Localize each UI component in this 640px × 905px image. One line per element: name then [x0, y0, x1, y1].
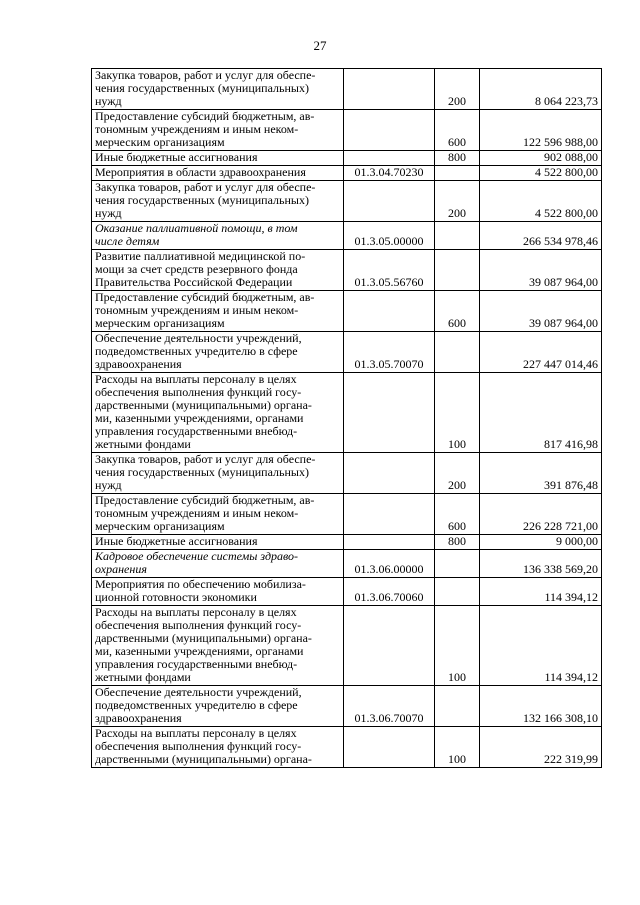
table-row: [92, 110, 602, 151]
row-amount: 222 319,99: [480, 727, 602, 768]
row-code: [344, 453, 435, 494]
row-name: Закупка товаров, работ и услуг для обеспе- чения государственных (муниципальных) нужд: [92, 453, 344, 494]
row-amount: 391 876,48: [480, 453, 602, 494]
page-number: 27: [313, 38, 327, 53]
budget-table-body: [92, 69, 602, 768]
row-name: Предоставление субсидий бюджетным, ав- тономным учреждениям и иным неком- мерческим организациям: [92, 110, 344, 151]
row-code: [344, 606, 435, 686]
row-expense-type: 100: [435, 373, 480, 453]
row-name: Предоставление субсидий бюджетным, ав- тономным учреждениям и иным неком- мерческим организациям: [92, 291, 344, 332]
table-row: [92, 578, 602, 606]
row-expense-type: [435, 550, 480, 578]
table-row: [92, 222, 602, 250]
row-name: Развитие паллиативной медицинской по- мощи за счет средств резервного фонда Правительства Российской Федерации: [92, 250, 344, 291]
row-name: Иные бюджетные ассигнования: [92, 535, 344, 550]
row-amount: 4 522 800,00: [480, 166, 602, 181]
table-row: [92, 291, 602, 332]
row-amount: 132 166 308,10: [480, 686, 602, 727]
row-name: Закупка товаров, работ и услуг для обеспе- чения государственных (муниципальных) нужд: [92, 181, 344, 222]
row-name: Мероприятия по обеспечению мобилиза- ционной готовности экономики: [92, 578, 344, 606]
row-code: 01.3.06.00000: [344, 550, 435, 578]
budget-table: [91, 68, 602, 768]
row-code: [344, 151, 435, 166]
row-expense-type: 200: [435, 69, 480, 110]
row-code: 01.3.05.70070: [344, 332, 435, 373]
row-amount: 9 000,00: [480, 535, 602, 550]
row-code: [344, 494, 435, 535]
row-expense-type: [435, 686, 480, 727]
row-amount: 39 087 964,00: [480, 250, 602, 291]
row-name: Предоставление субсидий бюджетным, ав- тономным учреждениям и иным неком- мерческим организациям: [92, 494, 344, 535]
row-code: [344, 373, 435, 453]
row-name: Оказание паллиативной помощи, в том числе детям: [92, 222, 344, 250]
table-row: [92, 373, 602, 453]
row-amount: 39 087 964,00: [480, 291, 602, 332]
row-expense-type: 200: [435, 453, 480, 494]
row-expense-type: 100: [435, 727, 480, 768]
row-amount: 136 338 569,20: [480, 550, 602, 578]
row-amount: 114 394,12: [480, 606, 602, 686]
row-expense-type: [435, 166, 480, 181]
row-name: Обеспечение деятельности учреждений, подведомственных учредителю в сфере здравоохранения: [92, 686, 344, 727]
row-code: [344, 110, 435, 151]
row-amount: 114 394,12: [480, 578, 602, 606]
table-row: [92, 250, 602, 291]
table-row: [92, 181, 602, 222]
table-row: [92, 69, 602, 110]
row-expense-type: 600: [435, 110, 480, 151]
table-row: [92, 494, 602, 535]
row-code: 01.3.06.70060: [344, 578, 435, 606]
table-row: [92, 727, 602, 768]
row-name: Обеспечение деятельности учреждений, подведомственных учредителю в сфере здравоохранения: [92, 332, 344, 373]
row-amount: 8 064 223,73: [480, 69, 602, 110]
row-name: Расходы на выплаты персоналу в целях обеспечения выполнения функций госу- дарственными (муниципальными) органа-: [92, 727, 344, 768]
row-amount: 902 088,00: [480, 151, 602, 166]
row-expense-type: [435, 578, 480, 606]
row-expense-type: [435, 222, 480, 250]
row-amount: 122 596 988,00: [480, 110, 602, 151]
table-row: [92, 606, 602, 686]
row-expense-type: 800: [435, 151, 480, 166]
table-row: [92, 151, 602, 166]
table-row: [92, 535, 602, 550]
row-amount: 817 416,98: [480, 373, 602, 453]
row-amount: 4 522 800,00: [480, 181, 602, 222]
table-row: [92, 550, 602, 578]
row-name: Расходы на выплаты персоналу в целях обеспечения выполнения функций госу- дарственными (муниципальными) органа- ми, казенными учреждениями, органами управления государственными внебюд- жетными фондами: [92, 606, 344, 686]
row-code: 01.3.05.56760: [344, 250, 435, 291]
row-expense-type: [435, 332, 480, 373]
row-code: [344, 535, 435, 550]
table-row: [92, 332, 602, 373]
row-expense-type: 600: [435, 291, 480, 332]
row-expense-type: 600: [435, 494, 480, 535]
row-expense-type: 100: [435, 606, 480, 686]
row-expense-type: [435, 250, 480, 291]
row-code: 01.3.04.70230: [344, 166, 435, 181]
row-name: Мероприятия в области здравоохранения: [92, 166, 344, 181]
row-name: Кадровое обеспечение системы здраво- охранения: [92, 550, 344, 578]
table-row: [92, 453, 602, 494]
row-code: [344, 727, 435, 768]
row-amount: 227 447 014,46: [480, 332, 602, 373]
row-code: 01.3.06.70070: [344, 686, 435, 727]
row-code: [344, 181, 435, 222]
row-name: Иные бюджетные ассигнования: [92, 151, 344, 166]
row-name: Закупка товаров, работ и услуг для обеспе- чения государственных (муниципальных) нужд: [92, 69, 344, 110]
table-row: [92, 686, 602, 727]
row-amount: 266 534 978,46: [480, 222, 602, 250]
row-code: [344, 291, 435, 332]
row-expense-type: 800: [435, 535, 480, 550]
row-amount: 226 228 721,00: [480, 494, 602, 535]
row-code: [344, 69, 435, 110]
row-expense-type: 200: [435, 181, 480, 222]
row-code: 01.3.05.00000: [344, 222, 435, 250]
row-name: Расходы на выплаты персоналу в целях обеспечения выполнения функций госу- дарственными (муниципальными) органа- ми, казенными учреждениями, органами управления государственными внебюд- жетными фондами: [92, 373, 344, 453]
table-row: [92, 166, 602, 181]
